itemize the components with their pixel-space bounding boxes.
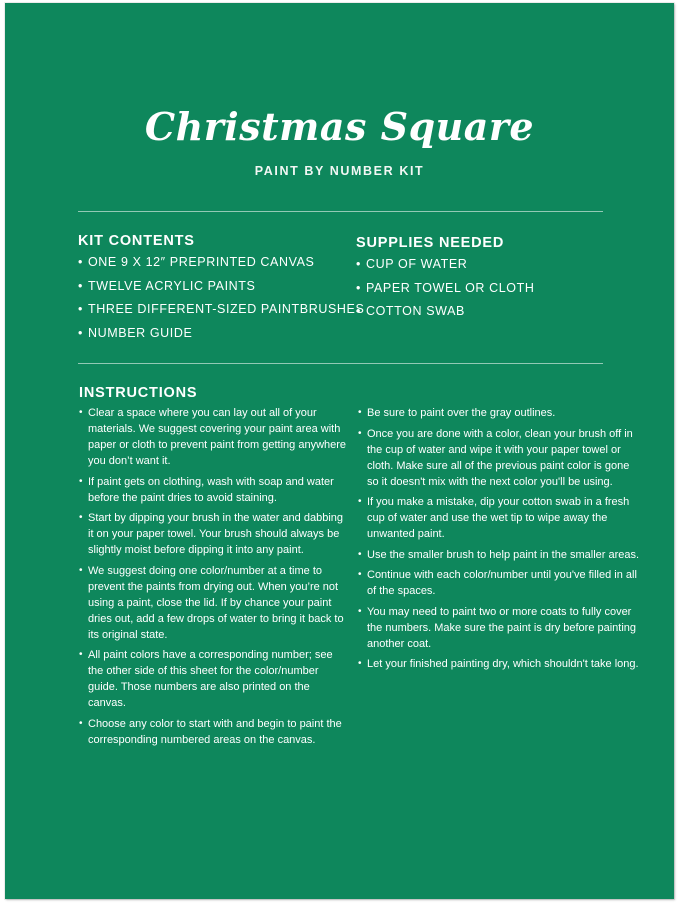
- instruction-item: • Choose any color to start with and begin to paint the corresponding numbered areas on the canvas.: [79, 716, 349, 748]
- list-item: • THREE DIFFERENT-SIZED PAINTBRUSHES: [78, 301, 364, 317]
- list-item: • COTTON SWAB: [356, 303, 535, 319]
- instruction-item: • Let your finished painting dry, which shouldn't take long.: [358, 656, 640, 672]
- kit-subtitle: PAINT BY NUMBER KIT: [254, 164, 425, 178]
- list-item: • CUP OF WATER: [356, 256, 535, 272]
- divider-middle: [78, 363, 603, 364]
- instruction-item: • You may need to paint two or more coats to fully cover the numbers. Make sure the paint is dry before painting another coat.: [358, 604, 640, 652]
- kit-contents-list: [78, 254, 364, 341]
- instruction-item: • Use the smaller brush to help paint in the smaller areas.: [358, 547, 640, 563]
- supplies-needed-list: [356, 256, 535, 319]
- instruction-item: • If you make a mistake, dip your cotton swab in a fresh cup of water and use the wet tip to wipe away the unwanted paint.: [358, 494, 640, 542]
- list-item: • PAPER TOWEL OR CLOTH: [356, 280, 535, 296]
- instruction-item: • If paint gets on clothing, wash with soap and water before the paint dries to avoid staining.: [79, 474, 349, 506]
- kit-contents-heading: KIT CONTENTS: [78, 233, 195, 249]
- supplies-needed-heading: SUPPLIES NEEDED: [356, 235, 505, 251]
- list-item: • TWELVE ACRYLIC PAINTS: [78, 278, 364, 294]
- instruction-item: • Be sure to paint over the gray outlines.: [358, 405, 640, 421]
- instruction-item: • Continue with each color/number until you've filled in all of the spaces.: [358, 567, 640, 599]
- kit-contents-section: [78, 232, 364, 348]
- divider-top: [78, 211, 603, 212]
- instruction-item: • All paint colors have a corresponding number; see the other side of this sheet for the color/number guide. Those numbers are also printed on the canvas.: [79, 647, 349, 711]
- list-item: • NUMBER GUIDE: [78, 325, 364, 341]
- kit-title: Christmas Square: [144, 104, 535, 149]
- list-item: • ONE 9 X 12″ PREPRINTED CANVAS: [78, 254, 364, 270]
- instructions-heading: INSTRUCTIONS: [79, 385, 198, 401]
- instruction-item: • Once you are done with a color, clean your brush off in the cup of water and wipe it with your paper towel or cloth. Make sure all of the previous paint color is gone so it doesn't mix with the next color you'll be using.: [358, 426, 640, 490]
- supplies-needed-section: [356, 234, 535, 327]
- instructions-column-right: [358, 405, 640, 677]
- instruction-item: • Clear a space where you can lay out all of your materials. We suggest covering your paint area with paper or cloth to prevent paint from getting anywhere you don’t want it.: [79, 405, 349, 469]
- instruction-sheet: [5, 3, 674, 899]
- instructions-column-left: [79, 405, 349, 752]
- instruction-item: • Start by dipping your brush in the water and dabbing it on your paper towel. Your brush should always be slightly moist before dipping it into any paint.: [79, 510, 349, 558]
- instruction-item: • We suggest doing one color/number at a time to prevent the paints from drying out. When you’re not using a paint, close the lid. If by chance your paint dries out, add a few drops of water to bring it back to its original state.: [79, 563, 349, 643]
